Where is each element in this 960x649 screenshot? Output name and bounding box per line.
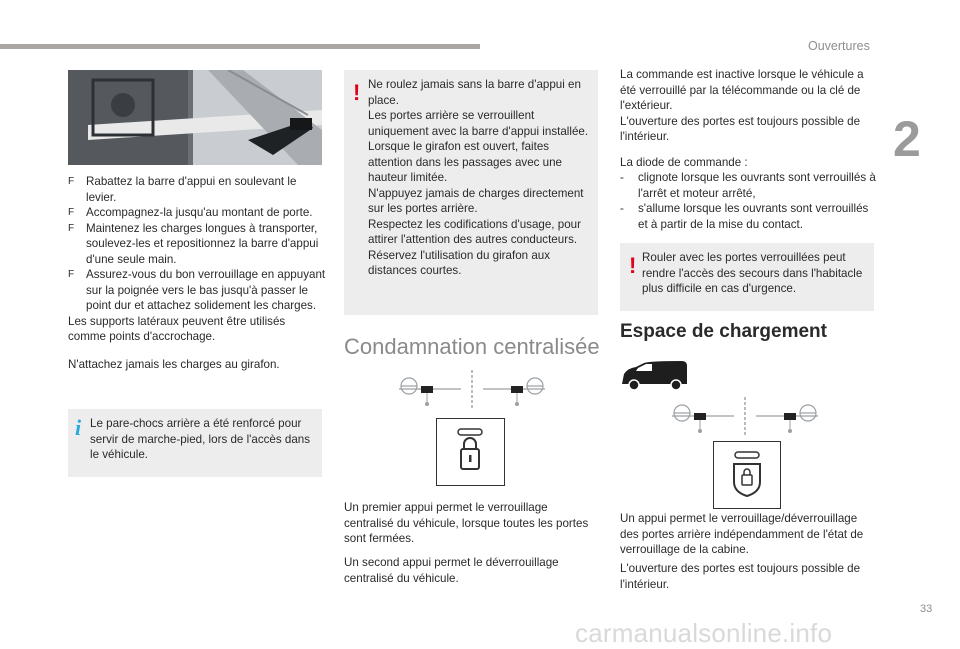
cargo-lock-icon bbox=[714, 442, 780, 508]
warning-line: Respectez les codifications d'usage, pour attirer l'attention des autres conducteurs. bbox=[368, 217, 581, 246]
info-icon: i bbox=[75, 415, 82, 440]
list-item bbox=[68, 205, 326, 221]
paragraph: N'attachez jamais les charges au girafon. bbox=[68, 357, 280, 371]
heading-central-locking: Condamnation centralisée bbox=[344, 334, 600, 359]
paragraph: La diode de commande : bbox=[620, 155, 748, 169]
watermark: carmanualsonline.info bbox=[575, 618, 833, 648]
chapter-number: 2 bbox=[893, 111, 921, 167]
warning-line: Lorsque le girafon est ouvert, faites attention dans les passages avec une hauteur limitée. bbox=[368, 140, 563, 184]
flag-icon: F bbox=[68, 176, 75, 187]
photo-support-bar-image bbox=[68, 70, 322, 165]
lock-icon bbox=[437, 419, 504, 485]
dashboard-diagram-cargo bbox=[668, 397, 823, 435]
warning-line: Ne roulez jamais sans la barre d'appui en place. bbox=[368, 78, 581, 107]
header-bar bbox=[0, 44, 480, 49]
cargo-lock-button[interactable] bbox=[713, 441, 781, 509]
diode-text: clignote lorsque les ouvrants sont verrouillés à l'arrêt et moteur arrêté, bbox=[638, 171, 876, 200]
list-item bbox=[68, 221, 326, 268]
step-text: Assurez-vous du bon verrouillage en appuyant sur la poignée vers le bas jusqu'à passer le point dur et attachez solidement les charges. bbox=[86, 268, 326, 312]
list-item bbox=[620, 170, 876, 201]
paragraph: La commande est inactive lorsque le véhicule a été verrouillé par la télécommande ou la clé de l'extérieur. bbox=[620, 68, 864, 112]
step-text: Rabattez la barre d'appui en soulevant le levier. bbox=[86, 175, 297, 204]
flag-icon: F bbox=[68, 207, 75, 218]
warning-line: Réservez l'utilisation du girafon aux distances courtes. bbox=[368, 248, 551, 277]
step-text: Maintenez les charges longues à transporter, soulevez-les et repositionnez la barre d'appui d'une seule main. bbox=[86, 221, 319, 266]
info-text: Le pare-chocs arrière a été renforcé pour servir de marche-pied, lors de l'accès dans le véhicule. bbox=[90, 417, 311, 461]
warning-box-locked-doors bbox=[620, 243, 874, 311]
warning-text: Rouler avec les portes verrouillées peut rendre l'accès des secours dans l'habitacle plus difficile en cas d'urgence. bbox=[642, 251, 863, 295]
list-item bbox=[68, 267, 326, 314]
photo-support-bar bbox=[68, 70, 322, 165]
info-box bbox=[68, 409, 322, 477]
paragraph: Les supports latéraux peuvent être utilisés comme points d'accrochage. bbox=[68, 314, 286, 343]
paragraph: L'ouverture des portes est toujours possible de l'intérieur. bbox=[620, 114, 861, 143]
warning-icon: ! bbox=[353, 80, 361, 105]
van-silhouette bbox=[620, 360, 690, 392]
page-number: 33 bbox=[920, 603, 933, 615]
warning-line: N'appuyez jamais de charges directement sur les portes arrière. bbox=[368, 186, 584, 215]
van-icon bbox=[620, 360, 690, 392]
paragraph: Un premier appui permet le verrouillage centralisé du véhicule, lorsque toutes les portes sont fermées. bbox=[344, 501, 589, 545]
column3-text bbox=[620, 67, 876, 232]
dash-icon: - bbox=[620, 202, 624, 215]
dashboard-icon bbox=[668, 397, 823, 435]
heading-cargo-space: Espace de chargement bbox=[620, 321, 827, 342]
steps-list bbox=[68, 174, 326, 372]
section-title: Ouvertures bbox=[808, 39, 870, 53]
warning-icon: ! bbox=[629, 253, 637, 278]
warning-line: Les portes arrière se verrouillent uniquement avec la barre d'appui installée. bbox=[368, 109, 589, 138]
paragraph: Un second appui permet le déverrouillage centralisé du véhicule. bbox=[344, 556, 559, 585]
diode-text: s'allume lorsque les ouvrants sont verrouillés et à partir de la mise du contact. bbox=[638, 202, 869, 231]
warning-box-roof-rack bbox=[344, 70, 598, 315]
flag-icon: F bbox=[68, 269, 75, 280]
paragraph: L'ouverture des portes est toujours possible de l'intérieur. bbox=[620, 562, 861, 591]
paragraph: Un appui permet le verrouillage/déverrouillage des portes arrière indépendamment de l'état de verrouillage de la cabine. bbox=[620, 512, 864, 556]
central-lock-button[interactable] bbox=[436, 418, 505, 486]
warning-text bbox=[368, 77, 594, 279]
dash-icon: - bbox=[620, 171, 624, 184]
flag-icon: F bbox=[68, 222, 75, 234]
dashboard-icon bbox=[395, 370, 550, 408]
step-text: Accompagnez-la jusqu'au montant de porte. bbox=[86, 206, 313, 219]
list-item bbox=[68, 174, 326, 205]
list-item bbox=[620, 201, 876, 232]
dashboard-diagram-central bbox=[395, 370, 550, 408]
